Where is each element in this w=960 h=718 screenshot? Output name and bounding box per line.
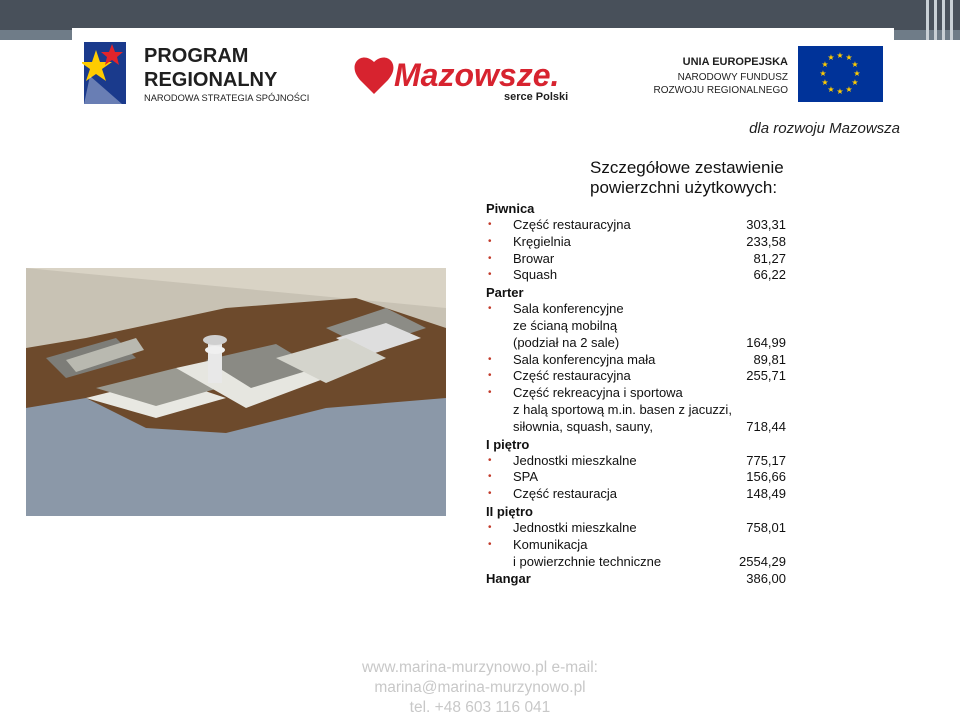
area-item-name: ze ścianą mobilną [513,317,618,333]
program-line1: PROGRAM [144,45,249,67]
eu-logo [650,44,886,104]
area-item-name: Jednostki mieszkalne [513,519,637,535]
eu-line2: NARODOWY FUNDUSZ [677,72,788,83]
area-item [486,368,806,385]
area-item-value: 255,71 [746,368,786,384]
bullet-icon: • [488,471,492,483]
section-title: I piętro [486,436,530,452]
svg-text:★: ★ [821,78,829,87]
area-item [486,453,806,470]
area-item-name: Część restauracyjna [513,368,631,384]
bullet-icon: • [488,252,492,264]
area-item-value: 164,99 [746,334,786,350]
area-item [486,520,806,537]
corner-decoration [920,0,960,40]
area-item [486,486,806,503]
eu-line3: ROZWOJU REGIONALNEGO [653,85,788,96]
svg-text:★: ★ [836,87,844,96]
mazowsze-heart-logo [352,52,584,104]
area-list [486,200,806,587]
area-item-name: siłownia, squash, sauny, [513,418,653,434]
page-heading [590,158,890,198]
area-item-name: Część rekreacyjna i sportowa [513,385,683,401]
area-item-value: 303,31 [746,217,786,232]
bullet-icon: • [488,521,492,533]
bullet-icon: • [488,370,492,382]
svg-text:★: ★ [851,60,859,69]
marina-building-render [26,268,446,516]
tagline: dla rozwoju Mazowsza [749,120,900,137]
program-line3: NARODOWA STRATEGIA SPÓJNOŚCI [144,93,310,103]
area-item-value: 81,27 [753,250,786,266]
area-item [486,352,806,369]
bullet-icon: • [488,488,492,500]
heading-line2: powierzchni użytkowych: [590,178,778,197]
svg-text:★: ★ [853,69,861,78]
area-item-value: 156,66 [746,469,786,485]
bullet-icon: • [488,454,492,466]
eu-flag-icon [798,46,883,102]
svg-text:★: ★ [821,60,829,69]
svg-text:★: ★ [845,53,853,62]
bullet-icon: • [488,235,492,247]
area-item-name: z halą sportową m.in. basen z jacuzzi, [513,401,732,417]
heading-line1: Szczegółowe zestawienie [590,158,784,177]
footer-line1[interactable]: www.marina-murzynowo.pl e-mail: [361,659,598,676]
svg-text:★: ★ [836,51,844,60]
svg-text:★: ★ [851,78,859,87]
program-regionalny-logo [82,36,312,110]
area-item [486,537,806,571]
program-line2: REGIONALNY [144,69,278,91]
bullet-icon: • [488,387,492,399]
area-item-value: 148,49 [746,486,786,502]
eu-line1: UNIA EUROPEJSKA [682,56,788,68]
area-item-name: Kręgielnia [513,233,571,249]
area-item-value: 233,58 [746,233,786,249]
bullet-icon: • [488,353,492,365]
area-item-name: Część restauracyjna [513,217,631,232]
area-item-value: 89,81 [753,351,786,367]
area-item-name: Squash [513,267,558,283]
area-item-name: Sala konferencyjne [513,301,624,317]
area-item-value: 66,22 [753,267,786,283]
mazowsze-sub: serce Polski [504,91,569,103]
area-item-value: 2554,29 [739,553,786,569]
area-item-name: Część restauracja [513,486,618,502]
svg-text:★: ★ [827,53,835,62]
area-item [486,267,806,284]
svg-text:★: ★ [845,85,853,94]
area-item-value: 758,01 [746,519,786,535]
svg-text:★: ★ [819,69,827,78]
mazowsze-name: Mazowsze. [394,57,560,93]
hangar-value: 386,00 [746,571,786,587]
svg-text:★: ★ [827,85,835,94]
area-item [486,251,806,268]
area-item-name: Browar [513,250,555,266]
section-title: II piętro [486,503,533,519]
bullet-icon: • [488,219,492,230]
bullet-icon: • [488,538,492,550]
bullet-icon: • [488,303,492,315]
footer-contact [330,658,630,718]
top-bar [0,0,960,30]
footer-line2[interactable]: marina@marina-murzynowo.pl [374,679,586,696]
area-item [486,469,806,486]
area-item-name: Sala konferencyjna mała [513,351,656,367]
area-item-name: (podział na 2 sale) [513,334,620,350]
hangar-label: Hangar [486,571,531,587]
area-item-value: 718,44 [746,418,786,434]
area-item-name: i powierzchnie techniczne [513,553,662,569]
section-title: Piwnica [486,201,535,216]
area-item [486,301,806,351]
area-item-value: 775,17 [746,452,786,468]
area-item [486,217,806,234]
area-item-name: SPA [513,469,539,485]
area-item-name: Komunikacja [513,536,588,552]
hangar-row [486,570,806,587]
bullet-icon: • [488,269,492,281]
area-item [486,385,806,435]
area-item-name: Jednostki mieszkalne [513,452,637,468]
section-title: Parter [486,285,524,301]
area-item [486,234,806,251]
footer-line3: tel. +48 603 116 041 [409,699,551,716]
